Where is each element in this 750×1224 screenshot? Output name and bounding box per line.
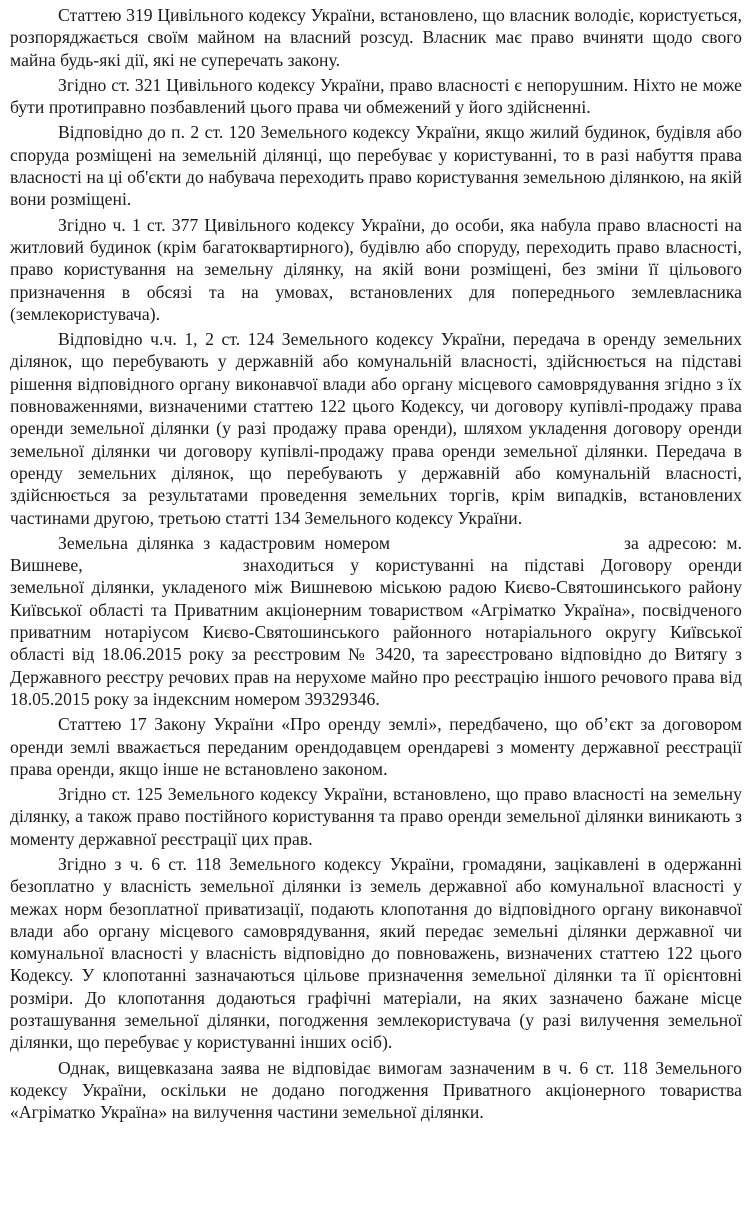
paragraph-conclusion: Однак, вищевказана заява не відповідає вимогам зазначеним в ч. 6 ст. 118 Земельного кодексу України, оскільки не додано погодження Приватного акціонерного товариства «Агріматко Україна» на вилучення частини земельної ділянки. (10, 1057, 742, 1123)
paragraph-cadastral (10, 532, 742, 710)
paragraph-art-120: Відповідно до п. 2 ст. 120 Земельного кодексу України, якщо жилий будинок, будівля або споруда розміщені на земельній ділянці, що перебуває у користуванні, то в разі набуття права власності на ці об'єкти до набувача переходить право користування земельною ділянкою, на якій вони розміщені. (10, 122, 742, 210)
paragraph-art-118: Згідно з ч. 6 ст. 118 Земельного кодексу України, громадяни, зацікавлені в одержанні безоплатно у власність земельної ділянки із земель державної або комунальної власності у межах норм безоплатної приватизації, подають клопотання до відповідного органу виконавчої влади або органу місцевого самоврядування, який передає земельні ділянки державної чи комунальної власності у власність відповідно до повноважень, визначених статтею 122 цього Кодексу. У клопотанні зазначаються цільове призначення земельної ділянки та її орієнтовні розміри. До клопотання додаються графічні матеріали, на яких зазначено бажане місце розташування земельної ділянки, погодження землекористувача (у разі вилучення земельної ділянки, що перебуває у користуванні інших осіб). (10, 853, 742, 1053)
redacted-address (83, 554, 243, 576)
cadastral-text-part3: знаходиться у користуванні на підставі Договору оренди земельної ділянки, укладеного між Вишневою міською радою Києво-Святошинського району Київської області та Приватним акціонерним товариством «Агріматко Україна», посвідченого приватним нотаріусом Києво-Святошинського районного нотаріального округу Київської області від 18.06.2015 року за реєстровим № 3420, та зареєстровано відповідно до Витягу з Державного реєстру речових прав на нерухоме майно про реєстрацію іншого речового права від 18.05.2015 року за індексним номером 39329346. (10, 555, 742, 709)
paragraph-art-319: Статтею 319 Цивільного кодексу України, встановлено, що власник володіє, користується, розпоряджається своїм майном на власний розсуд. Власник має право вчиняти щодо свого майна будь-які дії, які не суперечать закону. (10, 5, 742, 70)
cadastral-text-part2: за адресою: м. Вишневе, (10, 532, 742, 576)
paragraph-art-377: Згідно ч. 1 ст. 377 Цивільного кодексу України, до особи, яка набула право власності на житловий будинок (крім багатоквартирного), будівлю або споруду, переходить право власності, право користування на земельну ділянку, на якій вони розміщені, без зміни її цільового призначення в обсязі та на умовах, встановлених для попереднього землевласника (землекористувача). (10, 214, 742, 324)
paragraph-art-321: Згідно ст. 321 Цивільного кодексу України, право власності є непорушним. Ніхто не може бути протиправно позбавлений цього права чи обмежений у його здійсненні. (10, 74, 742, 118)
paragraph-law-17: Статтею 17 Закону України «Про оренду землі», передбачено, що об’єкт за договором оренди землі вважається переданим орендодавцем орендареві з моменту державної реєстрації права оренди, якщо інше не встановлено законом. (10, 714, 742, 779)
paragraph-art-125: Згідно ст. 125 Земельного кодексу України, встановлено, що право власності на земельну ділянку, а також право постійного користування та право оренди земельної ділянки виникають з моменту державної реєстрації цих прав. (10, 784, 742, 849)
paragraph-art-124: Відповідно ч.ч. 1, 2 ст. 124 Земельного кодексу України, передача в оренду земельних ділянок, що перебувають у державній або комунальній власності, здійснюється на підставі рішення відповідного органу виконавчої влади або органу місцевого самоврядування згідно з їх повноваженнями, визначеними статтею 122 цього Кодексу, чи договору купівлі-продажу права оренди земельної ділянки (у разі продажу права оренди), шляхом укладення договору оренди земельної ділянки чи договору купівлі-продажу права оренди земельної ділянки. Передача в оренду земельних ділянок, що перебувають у державній або комунальній власності, здійснюється за результатами проведення земельних торгів, крім випадків, встановлених частинами другою, третьою статті 134 Земельного кодексу України. (10, 329, 742, 528)
redacted-cadastral-number (390, 532, 624, 554)
cadastral-text-part1: Земельна ділянка з кадастровим номером (58, 532, 390, 553)
